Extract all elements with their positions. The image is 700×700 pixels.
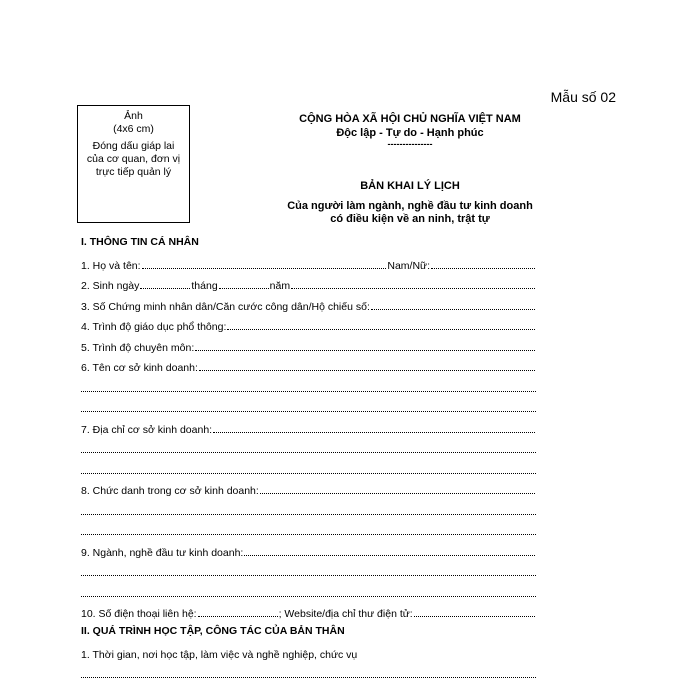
photo-placeholder-box <box>77 105 190 223</box>
field-year-input[interactable] <box>291 288 535 289</box>
national-header <box>240 112 580 148</box>
field-day-input[interactable] <box>140 288 190 289</box>
field-position-input[interactable] <box>260 493 535 494</box>
blank-line[interactable] <box>81 374 536 395</box>
field-dob-label: 2. Sinh ngày <box>81 280 140 292</box>
field-name-row <box>81 251 536 272</box>
field-phone-input[interactable] <box>198 616 278 617</box>
document-title-block <box>240 180 580 227</box>
field-business-address-row <box>81 415 536 436</box>
field-education-input[interactable] <box>227 329 535 330</box>
field-expertise-input[interactable] <box>195 350 535 351</box>
field-id-label: 3. Số Chứng minh nhân dân/Căn cước công dân/Hộ chiếu số: <box>81 300 370 313</box>
field-gender-label: Nam/Nữ: <box>387 259 430 272</box>
field-month-label: tháng <box>191 280 218 292</box>
field-expertise-label: 5. Trình độ chuyên môn: <box>81 341 195 354</box>
field-phone-row <box>81 600 536 621</box>
field-business-name-label: 6. Tên cơ sở kinh doanh: <box>81 362 198 374</box>
field-id-input[interactable] <box>371 309 535 310</box>
section-2-heading: II. QUÁ TRÌNH HỌC TẬP, CÔNG TÁC CỦA BẢN THÂN <box>81 625 345 637</box>
field-name-label: 1. Họ và tên: <box>81 259 141 272</box>
blank-line[interactable] <box>81 395 536 416</box>
field-business-address-label: 7. Địa chỉ cơ sở kinh doanh: <box>81 423 213 436</box>
field-business-address-input[interactable] <box>213 432 535 433</box>
blank-line[interactable] <box>81 456 536 477</box>
document-title: BẢN KHAI LÝ LỊCH <box>360 180 460 192</box>
form-code: Mẫu số 02 <box>550 89 616 105</box>
field-history-label: 1. Thời gian, nơi học tập, làm việc và nghề nghiệp, chức vụ <box>81 648 358 661</box>
photo-label: Ảnh <box>124 110 143 122</box>
field-history-row <box>81 640 536 661</box>
field-id-row <box>81 292 536 313</box>
field-dob-row <box>81 272 536 293</box>
field-education-row <box>81 313 536 334</box>
field-year-label: năm <box>269 280 291 292</box>
blank-line[interactable] <box>81 436 536 457</box>
field-business-name-row <box>81 354 536 375</box>
field-expertise-row <box>81 333 536 354</box>
field-website-label: ; Website/địa chỉ thư điện tử: <box>278 608 413 620</box>
blank-line[interactable] <box>81 579 536 600</box>
photo-size: (4x6 cm) <box>113 123 154 135</box>
blank-line[interactable] <box>81 661 536 682</box>
document-subtitle-2: có điều kiện về an ninh, trật tự <box>330 213 490 225</box>
section-1-heading: I. THÔNG TIN CÁ NHÂN <box>81 236 199 248</box>
field-month-input[interactable] <box>219 288 269 289</box>
field-website-input[interactable] <box>414 616 535 617</box>
document-subtitle-1: Của người làm ngành, nghề đầu tư kinh doanh <box>287 199 533 212</box>
blank-line[interactable] <box>81 497 536 518</box>
country-name: CỘNG HÒA XÃ HỘI CHỦ NGHĨA VIỆT NAM <box>299 113 521 125</box>
field-phone-label: 10. Số điện thoại liên hệ: <box>81 608 197 620</box>
field-gender-input[interactable] <box>431 268 535 269</box>
form-content <box>81 233 536 681</box>
photo-note: Đóng dấu giáp lai của cơ quan, đơn vị trực tiếp quản lý <box>86 140 181 178</box>
header-divider: --------------- <box>387 139 433 149</box>
blank-line[interactable] <box>81 518 536 539</box>
field-position-label: 8. Chức danh trong cơ sở kinh doanh: <box>81 485 259 497</box>
field-education-label: 4. Trình độ giáo dục phổ thông: <box>81 321 227 333</box>
field-name-input[interactable] <box>142 268 387 269</box>
field-industry-input[interactable] <box>244 555 535 556</box>
field-industry-label: 9. Ngành, nghề đầu tư kinh doanh: <box>81 546 244 559</box>
blank-line[interactable] <box>81 559 536 580</box>
field-position-row <box>81 477 536 498</box>
national-motto: Độc lập - Tự do - Hạnh phúc <box>336 127 484 139</box>
field-business-name-input[interactable] <box>199 370 535 371</box>
field-industry-row <box>81 538 536 559</box>
